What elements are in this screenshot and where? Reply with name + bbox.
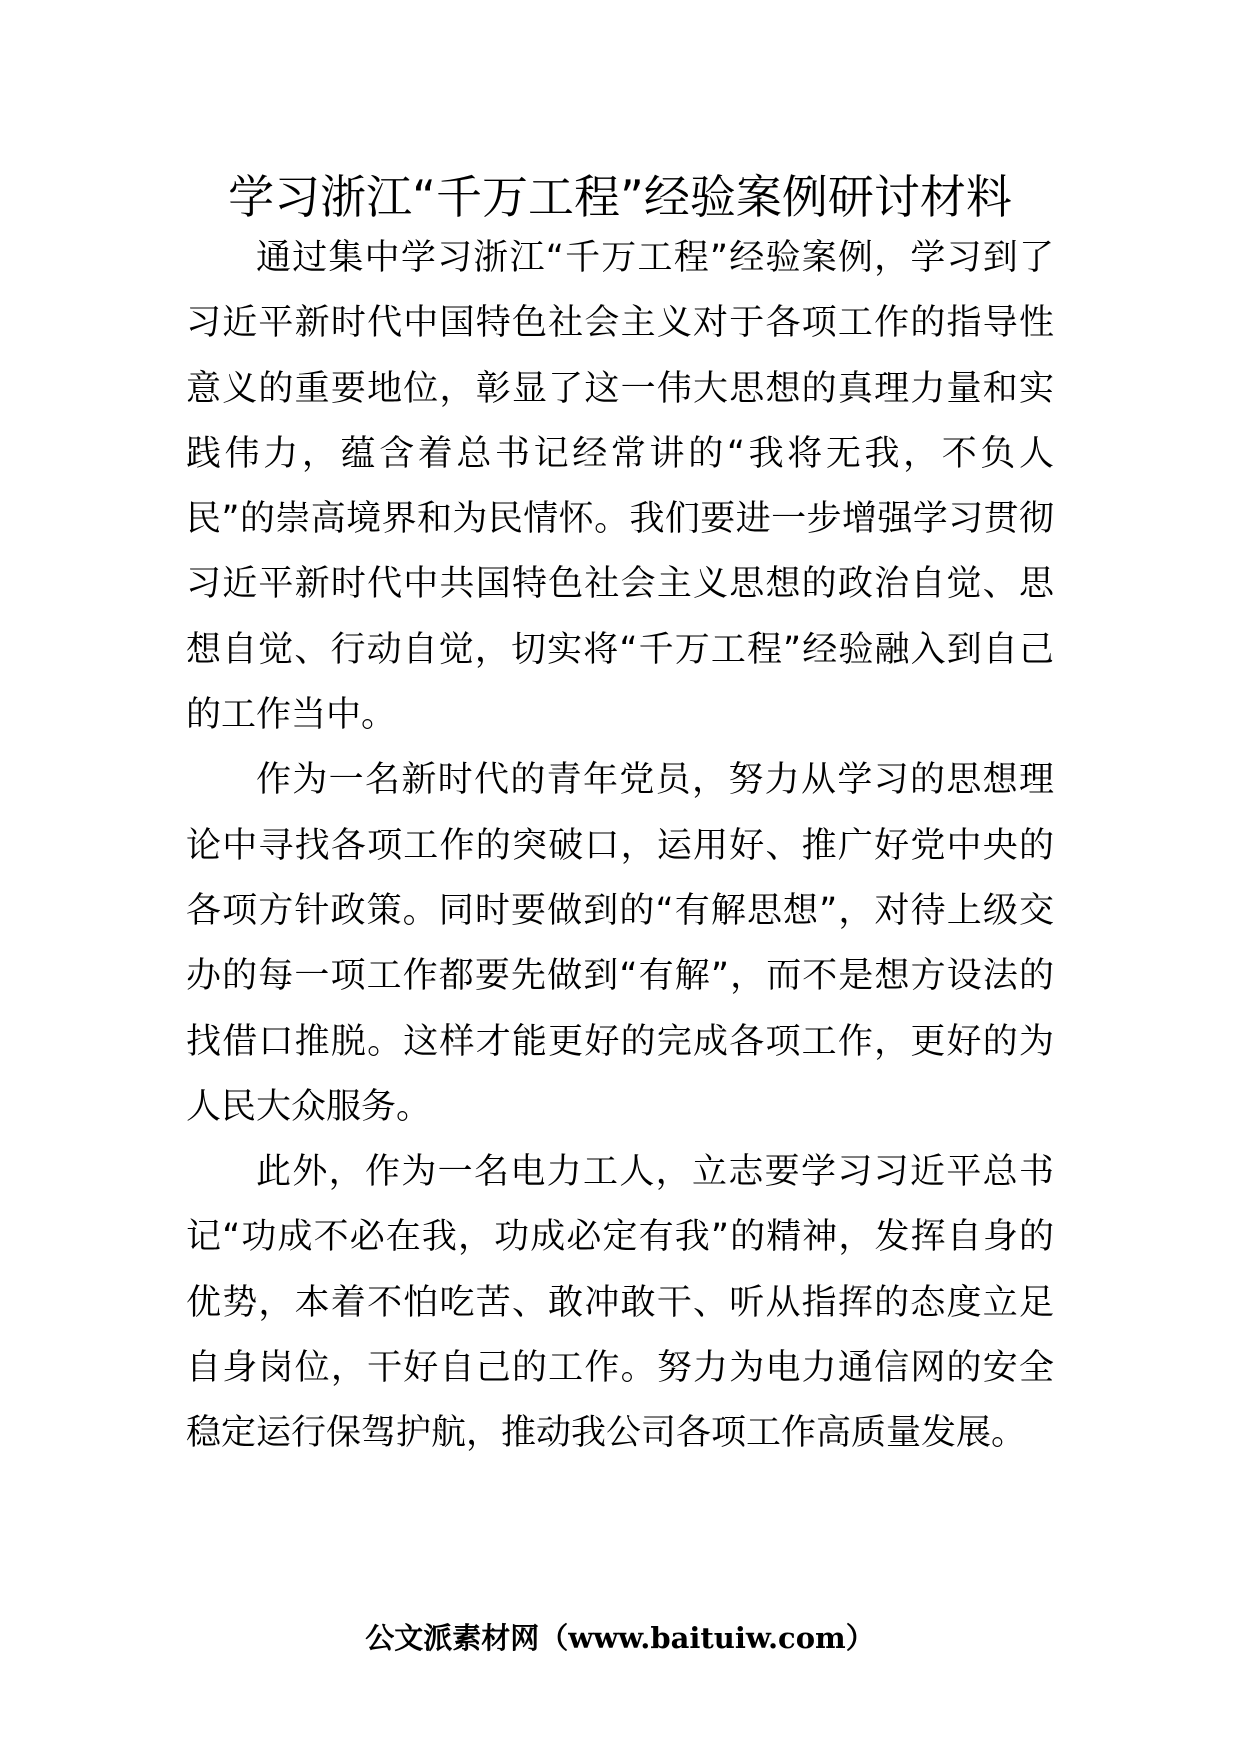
source-footer: 公文派素材网（www.baituiw.com） (365, 1621, 875, 1655)
paragraph-3: 此外，作为一名电力工人，立志要学习习近平总书记“功成不必在我，功成必定有我”的精神，发挥自身的优势，本着不怕吃苦、敢冲敢干、听从指挥的态度立足自身岗位，干好自己的工作。努力为电力通信网的安全稳定运行保驾护航，推动我公司各项工作高质量发展。 (186, 1152, 1054, 1454)
document-title: 学习浙江“千万工程”经验案例研讨材料 (228, 170, 1012, 224)
paragraph-2: 作为一名新时代的青年党员，努力从学习的思想理论中寻找各项工作的突破口，运用好、推广好党中央的各项方针政策。同时要做到的“有解思想”，对待上级交办的每一项工作都要先做到“有解”，而不是想方设法的找借口推脱。这样才能更好的完成各项工作，更好的为人民大众服务。 (186, 760, 1054, 1127)
document-body (186, 226, 1054, 1467)
paragraph-1: 通过集中学习浙江“千万工程”经验案例，学习到了习近平新时代中国特色社会主义对于各项工作的指导性意义的重要地位，彰显了这一伟大思想的真理力量和实践伟力，蕴含着总书记经常讲的“我将无我，不负人民”的崇高境界和为民情怀。我们要进一步增强学习贯彻习近平新时代中共国特色社会主义思想的政治自觉、思想自觉、行动自觉，切实将“千万工程”经验融入到自己的工作当中。 (186, 238, 1054, 736)
